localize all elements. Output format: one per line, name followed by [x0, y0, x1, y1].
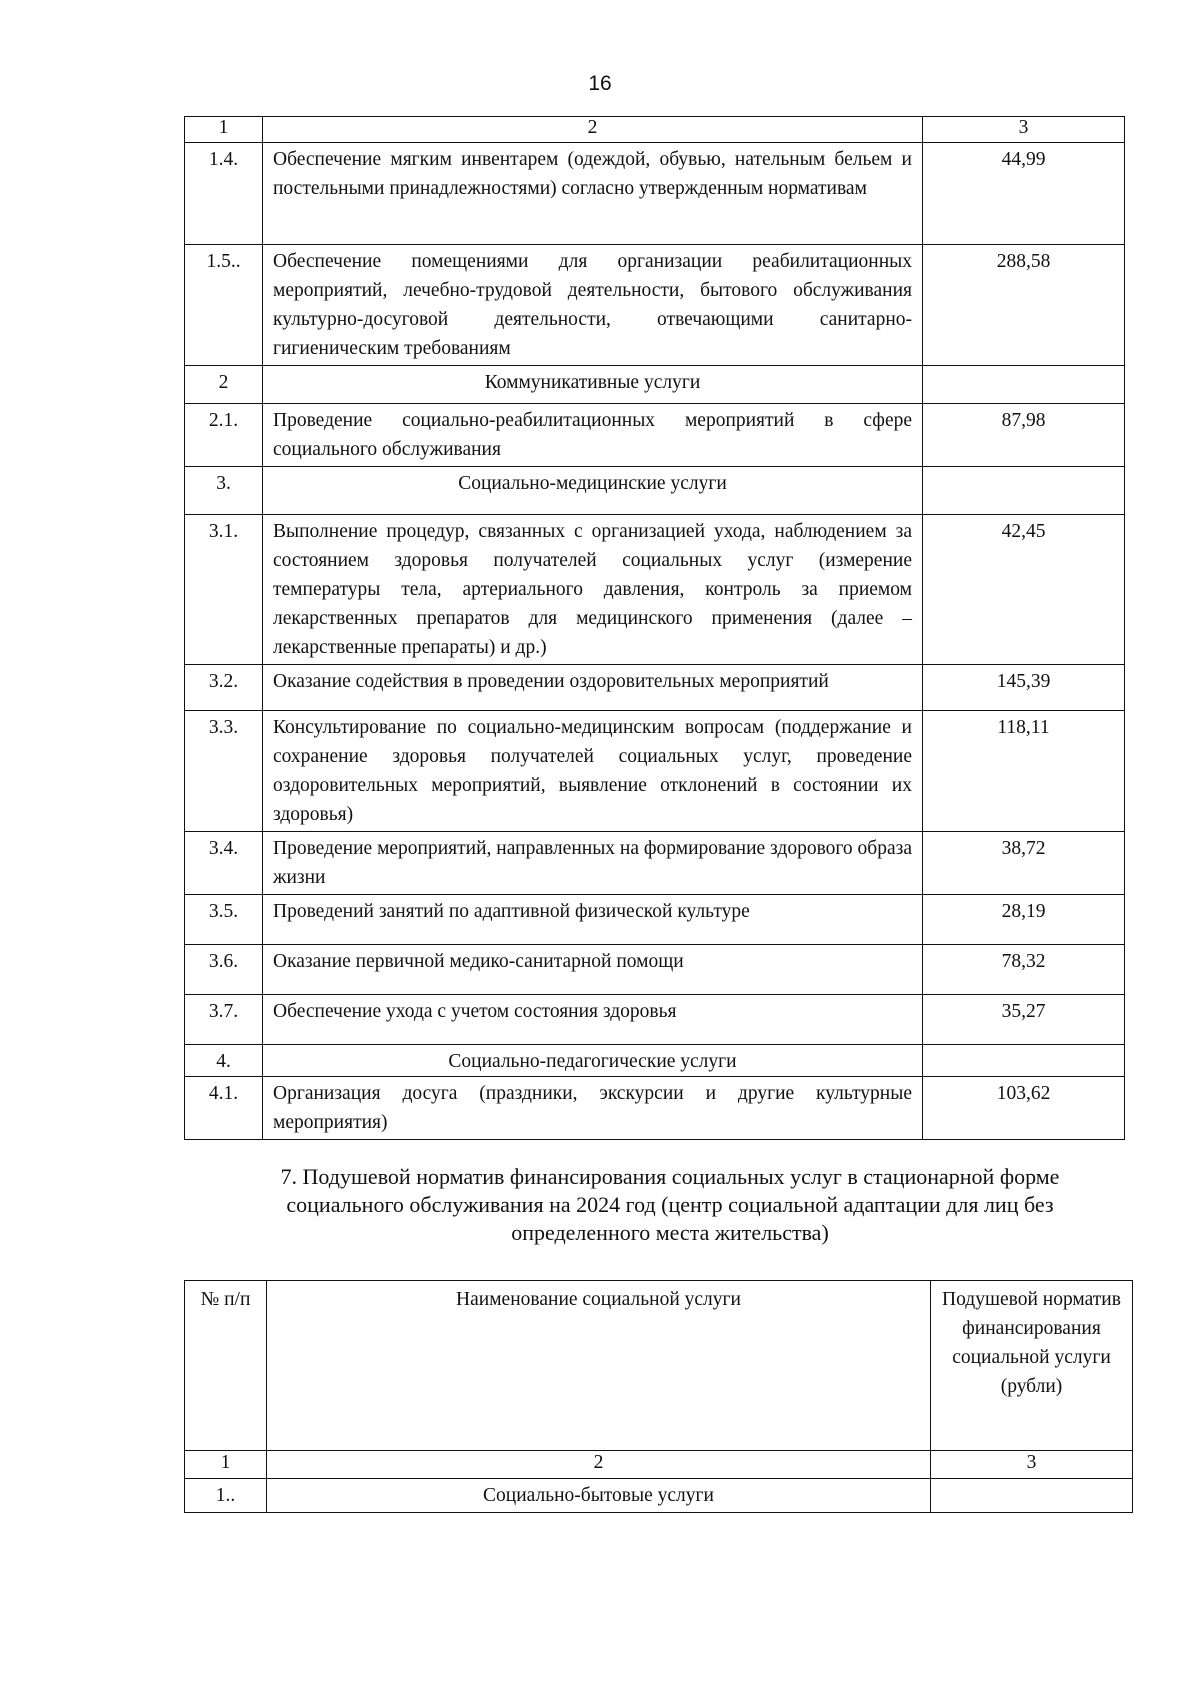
section-title: Социально-медицинские услуги — [263, 467, 923, 515]
services-table-continued — [184, 116, 1125, 1140]
section-title: Коммуникативные услуги — [263, 366, 923, 404]
row-value — [923, 467, 1125, 515]
row-value: 103,62 — [923, 1077, 1125, 1140]
table-row — [185, 995, 1125, 1045]
row-number: 3.3. — [185, 711, 263, 832]
service-name: Оказание первичной медико-санитарной помощи — [263, 945, 923, 995]
service-name: Обеспечение помещениями для организации реабилитационных мероприятий, лечебно-трудовой деятельности, бытового обслуживания культурно-досуговой деятельности, отвечающими санитарно-гигиеническим требованиям — [263, 245, 923, 366]
service-name: Проведение мероприятий, направленных на формирование здорового образа жизни — [263, 832, 923, 895]
row-number: 2.1. — [185, 404, 263, 467]
row-number: 1.4. — [185, 143, 263, 245]
index-cell-2: 2 — [263, 117, 923, 143]
table-row — [185, 665, 1125, 711]
row-number: 3.6. — [185, 945, 263, 995]
row-number: 2 — [185, 366, 263, 404]
row-value: 87,98 — [923, 404, 1125, 467]
section-heading — [220, 1163, 1120, 1247]
service-name: Выполнение процедур, связанных с организацией ухода, наблюдением за состоянием здоровья получателей социальных услуг (измерение температуры тела, артериального давления, контроль за приемом лекарственных препаратов для медицинского применения (далее – лекарственные препараты) и др.) — [263, 515, 923, 665]
table-index-row — [185, 117, 1125, 143]
row-value — [931, 1479, 1133, 1513]
row-number: 1.5.. — [185, 245, 263, 366]
col-header-name: Наименование социальной услуги — [267, 1281, 931, 1451]
col-header-value: Подушевой норматив финансирования социальной услуги (рубли) — [931, 1281, 1133, 1451]
section-row — [185, 366, 1125, 404]
table-row — [185, 245, 1125, 366]
row-value: 42,45 — [923, 515, 1125, 665]
index-cell-1: 1 — [185, 1451, 267, 1479]
row-value: 118,11 — [923, 711, 1125, 832]
heading-line-1: 7. Подушевой норматив финансирования социальных услуг в стационарной форме — [280, 1164, 1060, 1189]
section-title: Социально-педагогические услуги — [263, 1045, 923, 1077]
row-value: 28,19 — [923, 895, 1125, 945]
row-number: 3.4. — [185, 832, 263, 895]
row-number: 3.7. — [185, 995, 263, 1045]
section-row — [185, 1045, 1125, 1077]
index-cell-1: 1 — [185, 117, 263, 143]
table-row — [185, 143, 1125, 245]
table-row — [185, 832, 1125, 895]
table-index-row — [185, 1451, 1133, 1479]
table-header-row — [185, 1281, 1133, 1451]
row-number: 3.2. — [185, 665, 263, 711]
heading-line-3: определенного места жительства) — [511, 1220, 829, 1245]
row-value — [923, 366, 1125, 404]
table-row — [185, 515, 1125, 665]
section-title: Социально-бытовые услуги — [267, 1479, 931, 1513]
service-name: Обеспечение ухода с учетом состояния здоровья — [263, 995, 923, 1045]
row-value: 35,27 — [923, 995, 1125, 1045]
row-number: 3.1. — [185, 515, 263, 665]
row-value: 44,99 — [923, 143, 1125, 245]
row-value: 288,58 — [923, 245, 1125, 366]
heading-line-2: социального обслуживания на 2024 год (центр социальной адаптации для лиц без — [286, 1192, 1054, 1217]
table-row — [185, 404, 1125, 467]
col-header-num: № п/п — [185, 1281, 267, 1451]
section-row — [185, 1479, 1133, 1513]
section-row — [185, 467, 1125, 515]
index-cell-3: 3 — [931, 1451, 1133, 1479]
page-number: 16 — [588, 72, 612, 95]
index-cell-2: 2 — [267, 1451, 931, 1479]
table-row — [185, 1077, 1125, 1140]
service-name: Проведение социально-реабилитационных мероприятий в сфере социального обслуживания — [263, 404, 923, 467]
table-row — [185, 895, 1125, 945]
row-value: 145,39 — [923, 665, 1125, 711]
row-number: 3.5. — [185, 895, 263, 945]
row-value: 78,32 — [923, 945, 1125, 995]
table-row — [185, 945, 1125, 995]
row-value — [923, 1045, 1125, 1077]
service-name: Организация досуга (праздники, экскурсии и другие культурные мероприятия) — [263, 1077, 923, 1140]
row-number: 3. — [185, 467, 263, 515]
service-name: Оказание содействия в проведении оздоровительных мероприятий — [263, 665, 923, 711]
service-name: Обеспечение мягким инвентарем (одеждой, обувью, нательным бельем и постельными принадлежностями) согласно утвержденным нормативам — [263, 143, 923, 245]
service-name: Консультирование по социально-медицинским вопросам (поддержание и сохранение здоровья получателей социальных услуг, проведение оздоровительных мероприятий, выявление отклонений в состоянии их здоровья) — [263, 711, 923, 832]
table-row — [185, 711, 1125, 832]
row-number: 1.. — [185, 1479, 267, 1513]
row-number: 4.1. — [185, 1077, 263, 1140]
row-value: 38,72 — [923, 832, 1125, 895]
services-table-7 — [184, 1280, 1133, 1513]
row-number: 4. — [185, 1045, 263, 1077]
index-cell-3: 3 — [923, 117, 1125, 143]
service-name: Проведений занятий по адаптивной физической культуре — [263, 895, 923, 945]
